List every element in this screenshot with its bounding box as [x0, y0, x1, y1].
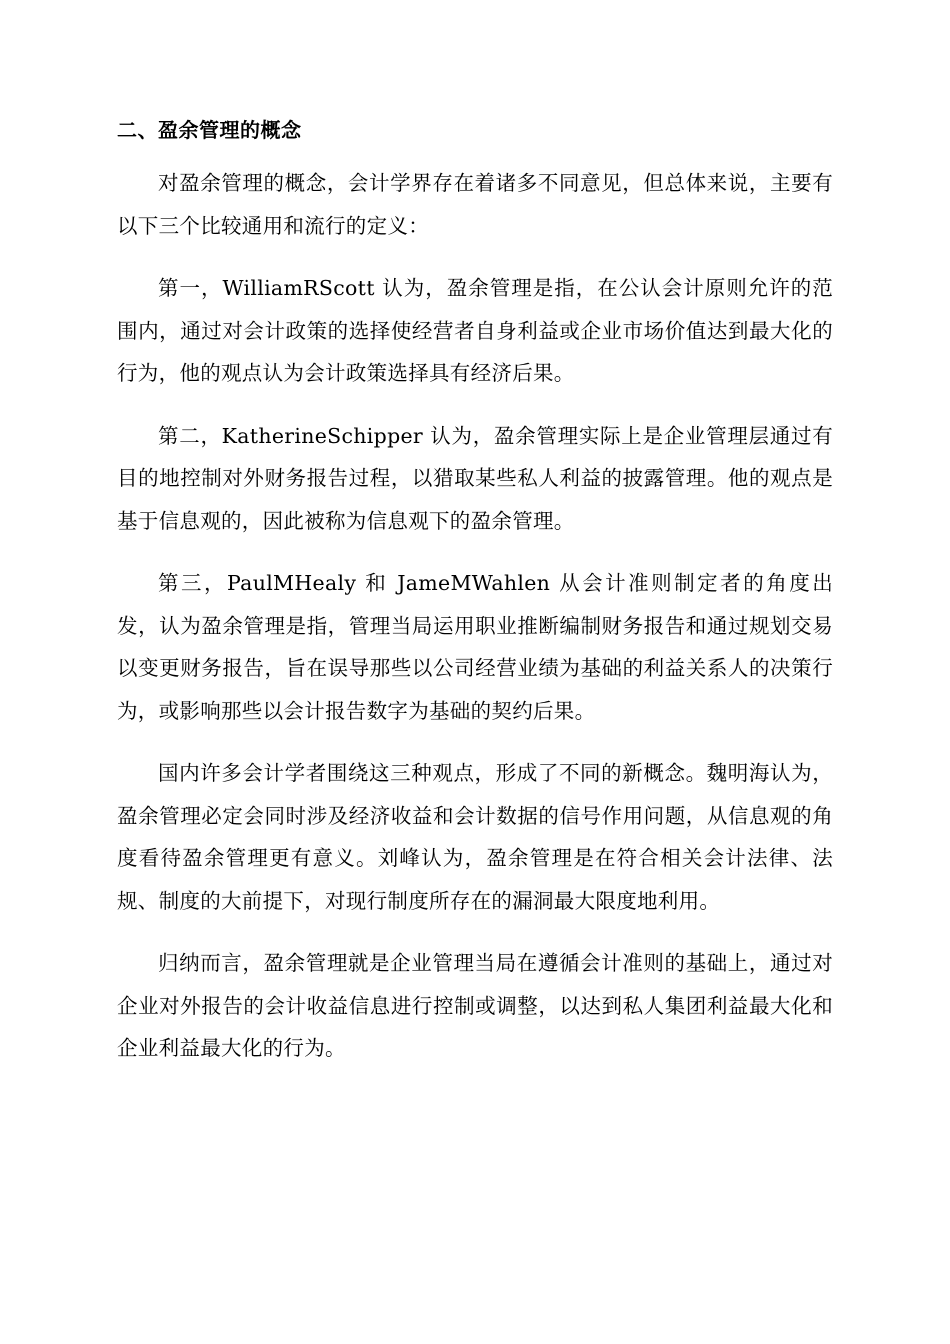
paragraph-conclusion: 归纳而言，盈余管理就是企业管理当局在遵循会计准则的基础上，通过对企业对外报告的会计收益信息进行控制或调整，以达到私人集团利益最大化和企业利益最大化的行为。 [117, 951, 833, 1060]
section-heading: 二、盈余管理的概念 [117, 118, 302, 142]
paragraph-domestic-views: 国内许多会计学者围绕这三种观点，形成了不同的新概念。魏明海认为，盈余管理必定会同时涉及经济收益和会计数据的信号作用问题，从信息观的角度看待盈余管理更有意义。刘峰认为，盈余管理是在符合相关会计法律、法规、制度的大前提下，对现行制度所存在的漏洞最大限度地利用。 [117, 761, 833, 913]
paragraph-definition-scott: 第一，WilliamRScott 认为，盈余管理是指，在公认会计原则允许的范围内，通过对会计政策的选择使经营者自身利益或企业市场价值达到最大化的行为，他的观点认为会计政策选择具有经济后果。 [117, 276, 833, 385]
document-page [117, 110, 833, 1090]
paragraph-definition-healy-wahlen: 第三，PaulMHealy 和 JameMWahlen 从会计准则制定者的角度出发，认为盈余管理是指，管理当局运用职业推断编制财务报告和通过规划交易以变更财务报告，旨在误导那些以公司经营业绩为基础的利益关系人的决策行为，或影响那些以会计报告数字为基础的契约后果。 [117, 571, 833, 723]
paragraph-intro: 对盈余管理的概念，会计学界存在着诸多不同意见，但总体来说，主要有以下三个比较通用和流行的定义： [117, 171, 833, 238]
paragraph-definition-schipper: 第二，KatherineSchipper 认为，盈余管理实际上是企业管理层通过有目的地控制对外财务报告过程，以猎取某些私人利益的披露管理。他的观点是基于信息观的，因此被称为信息观下的盈余管理。 [117, 423, 833, 533]
